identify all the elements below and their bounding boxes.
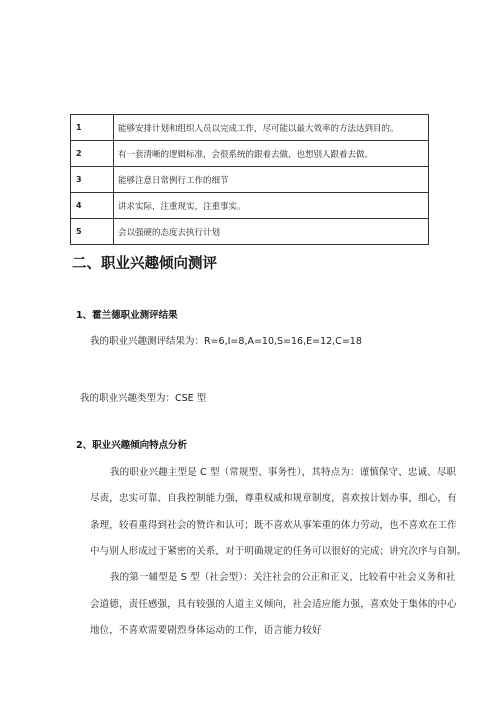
row-text: 能够安排计划和组织人员以完成工作，尽可能以最大效率的方法达到目的。 (114, 115, 429, 141)
analysis-line: 会道德，责任感强，具有较强的人道主义倾向，社会适应能力强，喜欢处于集体的中心 (90, 599, 457, 610)
analysis-line: 中与别人形成过于紧密的关系，对于明确规定的任务可以很好的完成；讲究次序与自制。 (90, 546, 467, 557)
row-number: 4 (71, 193, 114, 219)
row-text: 能够注意日常例行工作的细节 (114, 167, 429, 193)
analysis-line: 我的职业兴趣主型是 C 型（常规型、事务性），其特点为：谨慎保守、忠诚、尽职 (110, 467, 457, 478)
row-number: 1 (71, 115, 114, 141)
subsection-heading-results: 1、霍兰德职业测评结果 (76, 310, 178, 321)
section-heading: 二、职业兴趣倾向测评 (72, 256, 217, 272)
analysis-line: 我的第一辅型是 S 型（社会型）：关注社会的公正和正义，比较看中社会义务和社 (110, 572, 456, 583)
row-number: 2 (71, 141, 114, 167)
row-text: 有一套清晰的逻辑标准，会很系统的跟着去做，也想别人跟着去做。 (114, 141, 429, 167)
row-text: 讲求实际，注重现实，注重事实。 (114, 193, 429, 219)
test-result-text: 我的职业兴趣测评结果为：R=6,I=8,A=10,S=16,E=12,C=18 (90, 336, 362, 347)
table-row (71, 141, 429, 167)
table-row (71, 115, 429, 141)
row-text: 会以强硬的态度去执行计划 (114, 219, 429, 245)
table-row (71, 219, 429, 245)
analysis-line: 尽责，忠实可靠、自我控制能力强，尊重权威和规章制度，喜欢按计划办事，细心，有 (90, 493, 457, 504)
interest-type-text: 我的职业兴趣类型为：CSE 型 (80, 393, 207, 404)
analysis-line: 地位，不喜欢需要剧烈身体运动的工作，语言能力较好 (90, 625, 322, 636)
traits-table (70, 114, 429, 245)
table-row (71, 167, 429, 193)
table-row (71, 193, 429, 219)
analysis-line: 条理，较看重得到社会的赞许和认可；既不喜欢从事笨重的体力劳动，也不喜欢在工作 (90, 520, 457, 531)
subsection-heading-analysis: 2、职业兴趣倾向特点分析 (76, 440, 188, 451)
row-number: 3 (71, 167, 114, 193)
row-number: 5 (71, 219, 114, 245)
